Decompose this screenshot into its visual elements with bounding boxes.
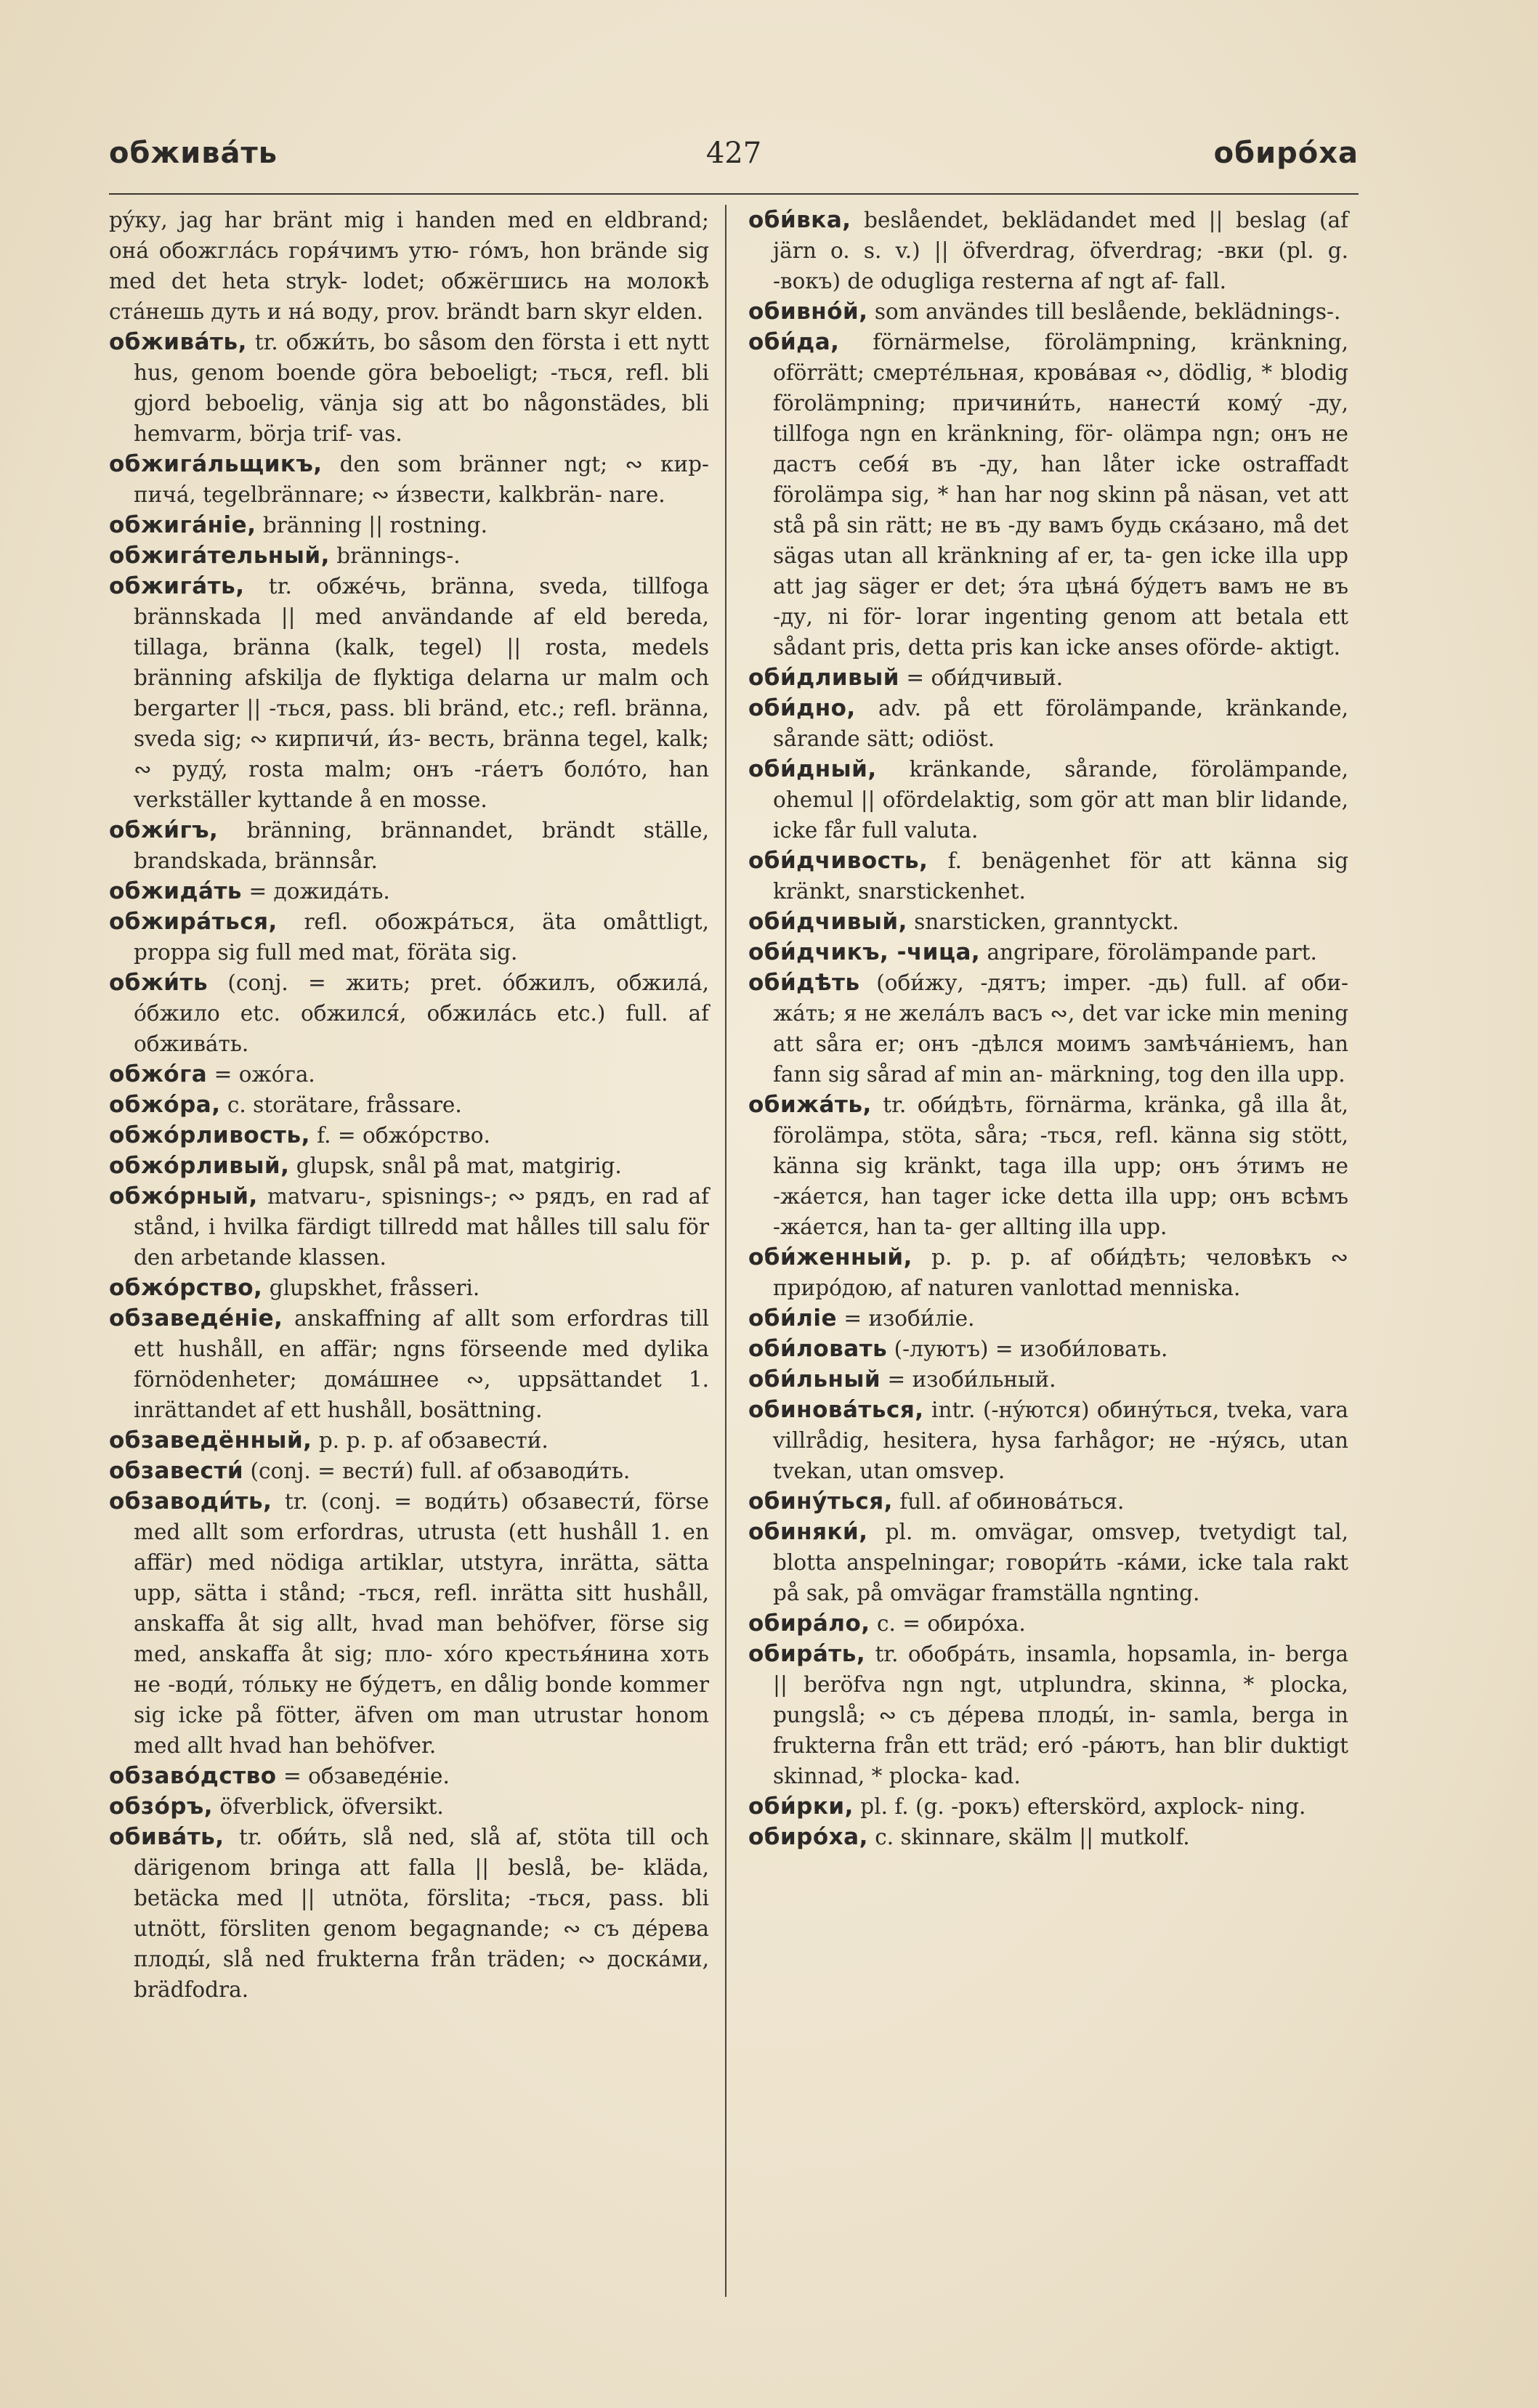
entry-headword: обжóрство,	[109, 1275, 263, 1301]
entry-headword: оби́дѣть	[748, 970, 860, 996]
entry-definition: pl. f. (g. -рокъ) efterskörd, axplock- ning.	[860, 1794, 1306, 1819]
entry-definition: = изоби́льный.	[887, 1367, 1056, 1392]
dictionary-entry	[748, 1303, 1348, 1334]
dictionary-entry	[748, 1608, 1348, 1639]
entry-headword: оби́дный,	[748, 756, 877, 782]
entry-definition: kränkande, sårande, förolämpande, ohemul || ofördelaktig, som gör att man blir lidande, icke får full valuta.	[773, 757, 1348, 843]
dictionary-entry	[748, 1822, 1348, 1852]
entry-definition: tr. оби́дѣть, förnärma, kränka, gå illa åt, förolämpa, stöta, såra; -ться, refl. känna sig stött, känna sig kränkt, taga illa upp; онъ э́тимъ не -жáется, han tager icke detta illa upp; онъ всѣмъ -жáется, han ta- ger allting illa upp.	[773, 1092, 1348, 1239]
entry-headword: оби́дно,	[748, 695, 856, 721]
entry-headword: оби́льный	[748, 1366, 881, 1392]
dictionary-entry	[109, 1059, 709, 1090]
dictionary-entry	[109, 907, 709, 968]
dictionary-entry	[748, 662, 1348, 693]
dictionary-entry	[109, 1303, 709, 1425]
dictionary-entry	[748, 205, 1348, 296]
entry-definition: рýку, jag har bränt mig i handen med en eldbrand; онá обожглáсь горя́чимъ утю- гóмъ, hon brände sig med det heta stryk- lodet; обжёгшись на молокѣ стáнешь дуть и нá воду, prov. brändt barn skyr elden.	[109, 208, 709, 324]
dictionary-entry	[109, 1425, 709, 1456]
entry-definition: (conj. = вести́) full. af обзаводи́ть.	[250, 1459, 631, 1483]
entry-headword: обжигáть,	[109, 573, 245, 599]
entry-headword: обживáть,	[109, 329, 247, 355]
left-column	[109, 205, 709, 2005]
entry-headword: обиновáться,	[748, 1397, 924, 1423]
entry-definition: glupsk, snål på mat, matgirig.	[296, 1154, 622, 1178]
entry-definition: glupskhet, fråsseri.	[269, 1276, 480, 1300]
entry-headword: обзаведённый,	[109, 1427, 312, 1454]
entry-definition: full. af обиновáться.	[899, 1489, 1125, 1514]
dictionary-entry	[109, 540, 709, 571]
entry-headword: обжóра,	[109, 1092, 221, 1118]
entry-headword: оби́дчикъ, -чица,	[748, 939, 981, 965]
entry-headword: оби́дчивый,	[748, 909, 907, 935]
entry-definition: c. = обирóха.	[876, 1611, 1026, 1636]
dictionary-entry	[109, 1120, 709, 1151]
entry-headword: обзавести́	[109, 1458, 244, 1484]
dictionary-entry	[109, 571, 709, 815]
entry-definition: brännings-.	[336, 543, 461, 568]
entry-headword: оби́рки,	[748, 1793, 854, 1820]
entry-definition: f. benägenhet för att känna sig kränkt, snarstickenhet.	[773, 848, 1348, 904]
entry-headword: обзавóдство	[109, 1763, 277, 1789]
entry-headword: обирóха,	[748, 1824, 868, 1850]
entry-definition: adv. på ett förolämpande, kränkande, sårande sätt; odiöst.	[773, 696, 1348, 751]
entry-definition: p. p. p. af обзавести́.	[318, 1428, 549, 1453]
entry-headword: обинýться,	[748, 1488, 893, 1515]
entry-headword: оби́вка,	[748, 207, 851, 233]
entry-definition: den som bränner ngt; ∾ кир- пичá, tegelbrännare; ∾ и́звести, kalkbrän- nare.	[134, 452, 709, 507]
dictionary-entry	[109, 449, 709, 510]
entry-definition: tr. оби́ть, slå ned, slå af, stöta till och därigenom bringa att falla || beslå, be- kläda, betäcka med || utnöta, förslita; -ться, pass. bli utnött, försliten genom begagnande; ∾ съ дéрева плоды́, slå ned frukterna från träden; ∾ доскáми, brädfodra.	[134, 1825, 709, 2002]
header-rule	[109, 193, 1359, 195]
entry-headword: обжигáтельный,	[109, 543, 330, 569]
dictionary-entry	[748, 754, 1348, 846]
dictionary-entry	[109, 1791, 709, 1822]
entry-headword: обзóръ,	[109, 1793, 214, 1820]
entry-headword: обжи́гъ,	[109, 817, 219, 843]
dictionary-entry	[748, 1364, 1348, 1395]
entry-headword: обжигáніе,	[109, 512, 256, 538]
entry-headword: оби́женный,	[748, 1244, 912, 1270]
entry-headword: обжигáльщикъ,	[109, 451, 323, 477]
dictionary-entry	[109, 815, 709, 876]
dictionary-entry	[748, 846, 1348, 907]
entry-definition: matvaru-, spisnings-; ∾ рядъ, en rad af stånd, i hvilka färdigt tillredd mat hålles till salu för den arbetande klassen.	[134, 1184, 709, 1270]
entry-headword: обиняки́,	[748, 1519, 868, 1545]
dictionary-entry	[109, 1181, 709, 1273]
entry-definition: tr. обжéчь, bränna, sveda, tillfoga brännskada || med användande af eld bereda, tillaga, bränna (kalk, tegel) || rosta, medels bränning afskilja de flyktiga delarna ur malm och bergarter || -ться, pass. bli bränd, etc.; refl. bränna, sveda sig; ∾ кирпичи́, и́з- весть, bränna tegel, kalk; ∾ рудý, rosta malm; онъ -гáетъ болóто, han verkställer kyttande å en mosse.	[134, 574, 709, 812]
entry-definition: = дожидáть.	[248, 879, 390, 904]
entry-headword: обижáть,	[748, 1092, 872, 1118]
entry-headword: обжи́ть	[109, 970, 209, 996]
entry-definition: (conj. = жить; pret. óбжилъ, обжилá, óбжило etc. обжился́, обжилáсь etc.) full. af обживáть.	[134, 970, 709, 1056]
dictionary-entry	[109, 968, 709, 1059]
entry-definition: öfverblick, öfversikt.	[219, 1794, 444, 1819]
dictionary-entry	[748, 1090, 1348, 1242]
entry-headword: обжóрливость,	[109, 1122, 310, 1148]
entry-headword: оби́ліе	[748, 1305, 838, 1331]
dictionary-entry	[109, 1273, 709, 1303]
entry-definition: = обзаведéніе.	[283, 1764, 450, 1788]
entry-definition: (-луютъ) = изоби́ловать.	[894, 1337, 1168, 1361]
entry-definition: f. = обжóрство.	[317, 1123, 490, 1148]
dictionary-entry	[748, 1486, 1348, 1517]
entry-definition: bränning, brännandet, brändt ställe, brandskada, brännsår.	[134, 818, 709, 873]
entry-headword: обжóрный,	[109, 1183, 258, 1209]
entry-definition: c. skinnare, skälm || mutkolf.	[875, 1825, 1190, 1849]
dictionary-entry	[109, 1151, 709, 1181]
entry-headword: обжóрливый,	[109, 1153, 290, 1179]
dictionary-entry	[109, 1822, 709, 2005]
dictionary-entry	[109, 205, 709, 327]
entry-definition: p. p. p. af оби́дѣть; человѣкъ ∾ прирóдою, af naturen vanlottad menniska.	[773, 1245, 1348, 1300]
page-number: 427	[705, 137, 762, 170]
dictionary-entry	[748, 296, 1348, 327]
entry-headword: обзаводи́ть,	[109, 1488, 272, 1515]
entry-definition: intr. (-нýются) обинýться, tveka, vara villrådig, hesitera, hysa farhågor; не -нýясь, utan tvekan, utan omsvep.	[773, 1398, 1348, 1483]
entry-definition: angripare, förolämpande part.	[987, 940, 1317, 965]
page-header	[109, 137, 1359, 187]
entry-definition: förnärmelse, förolämpning, kränkning, oförrätt; смертéльная, кровáвая ∾, dödlig, * blodig förolämpning; причини́ть, нанести́ комý -ду, tillfoga ngn en kränkning, för- olämpa ngn; онъ не дастъ себя́ въ -ду, han låter icke ostraffadt förolämpa sig, * han har nog skinn på näsan, vet att stå på sin rätt; не въ -ду вамъ будь скáзано, må det sägas utan all kränkning af er, ta- gen icke illa upp att jag säger er det; э́та цѣнá бýдетъ вамъ не въ -ду, ni för- lorar ingenting genom att betala ett sådant pris, detta pris kan icke anses oförde- aktigt.	[773, 330, 1348, 660]
entry-definition: tr. обжи́ть, bo såsom den första i ett nytt hus, genom boende göra beboeligt; -ться, refl. bli gjord beboelig, vänja sig att bo någonstädes, bli hemvarm, börja trif- vas.	[134, 330, 709, 446]
dictionary-entry	[748, 1395, 1348, 1486]
dictionary-entry	[748, 327, 1348, 662]
entry-definition: som användes till beslående, beklädnings-.	[874, 299, 1341, 324]
entry-definition: c. storätare, fråssare.	[227, 1092, 462, 1117]
entry-headword: оби́дчивость,	[748, 848, 928, 874]
dictionary-entry	[109, 327, 709, 449]
dictionary-entry	[109, 1456, 709, 1486]
dictionary-entry	[748, 968, 1348, 1090]
dictionary-entry	[748, 907, 1348, 937]
entry-headword: оби́ловать	[748, 1336, 888, 1362]
entry-definition: refl. обожрáться, äta omåttligt, proppa sig full med mat, föräta sig.	[134, 909, 709, 965]
entry-definition: bränning || rostning.	[262, 513, 487, 538]
dictionary-entry	[748, 1242, 1348, 1303]
entry-headword: обирáть,	[748, 1641, 866, 1667]
dictionary-entry	[748, 1639, 1348, 1791]
entry-headword: обзаведéніе,	[109, 1305, 283, 1331]
dictionary-entry	[109, 876, 709, 907]
dictionary-entry	[748, 1791, 1348, 1822]
dictionary-entry	[109, 1486, 709, 1761]
entry-definition: anskaffning af allt som erfordras till ett hushåll, en affär; ngns förseende med dylika förnödenheter; домáшнее ∾, uppsättandet 1. inrättandet af ett hushåll, bosättning.	[134, 1306, 709, 1422]
dictionary-entry	[748, 1517, 1348, 1608]
entry-headword: обжóга	[109, 1061, 208, 1087]
entry-definition: pl. m. omvägar, omsvep, tvetydigt tal, blotta anspelningar; говори́ть -кáми, icke tala rakt på sak, på omvägar framställa ngnting.	[773, 1520, 1348, 1605]
entry-headword: обивнóй,	[748, 299, 868, 325]
entry-definition: = ожóга.	[214, 1062, 315, 1087]
right-running-headword: обирóха	[1213, 137, 1359, 170]
entry-headword: оби́да,	[748, 329, 840, 355]
dictionary-entry	[748, 937, 1348, 968]
entry-headword: обжирáться,	[109, 909, 278, 935]
entry-headword: обивáть,	[109, 1824, 224, 1850]
column-divider	[725, 205, 726, 2297]
entry-headword: обжидáть	[109, 878, 243, 904]
entry-definition: snarsticken, granntyckt.	[914, 909, 1179, 934]
dictionary-entry	[748, 1334, 1348, 1364]
entry-definition: beslåendet, beklädandet med || beslag (af järn o. s. v.) || öfverdrag, öfverdrag; -вки (pl. g. -вокъ) de odugliga resterna af ngt af- fall.	[773, 208, 1348, 293]
dictionary-entry	[748, 693, 1348, 754]
right-column	[748, 205, 1348, 1852]
dictionary-entry	[109, 1090, 709, 1120]
dictionary-entry	[109, 1761, 709, 1791]
entry-definition: tr. обобрáть, insamla, hopsamla, in- berga || beröfva ngn ngt, utplundra, skinna, * plocka, pungslå; ∾ съ дéрева плоды́, in- samla, berga in frukterna från ett träd; eró -рáютъ, han blir duktigt skinnad, * plocka- kad.	[773, 1642, 1348, 1788]
entry-definition: tr. (conj. = води́ть) обзавести́, förse med allt som erfordras, utrusta (ett hushåll 1. en affär) med nödiga artiklar, utstyra, inrätta, sätta upp, sätta i stånd; -ться, refl. inrätta sitt hushåll, anskaffa åt sig allt, hvad man behöfver, förse sig med, anskaffa åt sig; пло- хóго крестья́нина хоть не -води́, тóльку не бýдетъ, en dålig bonde kommer sig icke på fötter, äfven om man utrustar honom med allt hvad han behöfver.	[134, 1489, 709, 1758]
entry-definition: (оби́жу, -дятъ; imper. -дь) full. af оби- жáть; я не желáлъ васъ ∾, det var icke min mening att såra er; онъ -дѣлся моимъ замѣчáніемъ, han fann sig sårad af min an- märkning, tog den illa upp.	[773, 970, 1348, 1087]
entry-headword: оби́дливый	[748, 665, 899, 691]
entry-headword: обирáло,	[748, 1610, 870, 1637]
left-running-headword: обживáть	[109, 137, 278, 170]
entry-definition: = изоби́ліе.	[843, 1306, 975, 1331]
dictionary-entry	[109, 510, 709, 540]
entry-definition: = оби́дчивый.	[906, 665, 1064, 690]
